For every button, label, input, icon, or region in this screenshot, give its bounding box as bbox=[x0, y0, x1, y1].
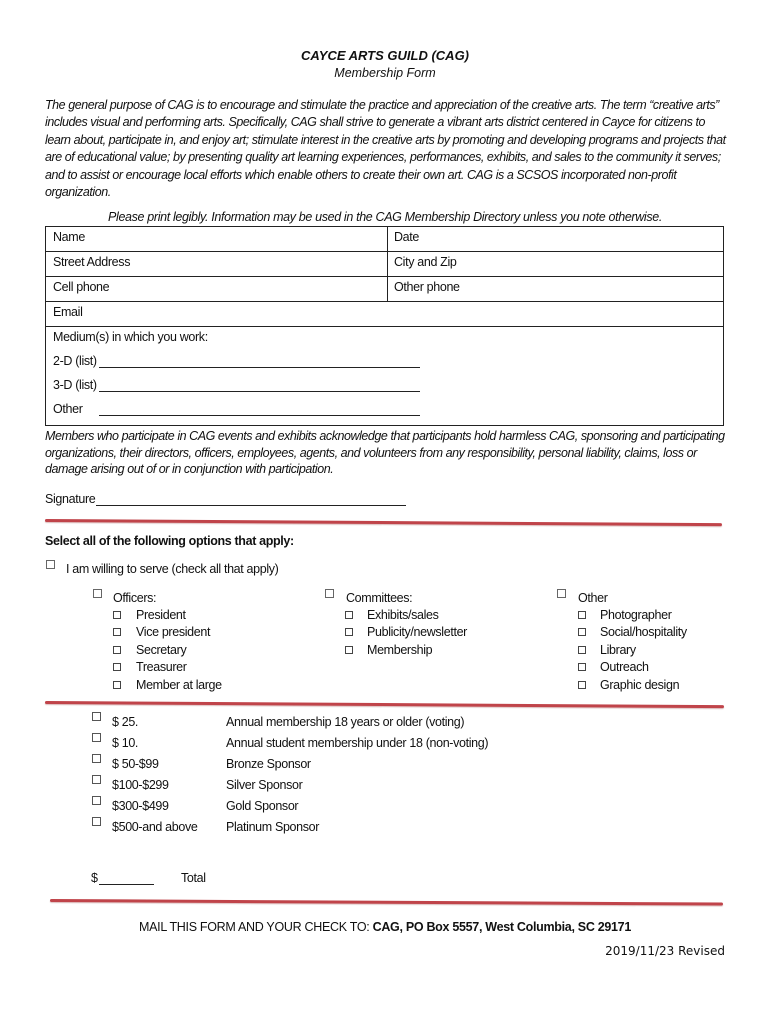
divider-line bbox=[45, 701, 724, 708]
mail-address: CAG, PO Box 5557, West Columbia, SC 29171 bbox=[372, 920, 631, 934]
other-phone-field[interactable]: Other phone bbox=[394, 280, 460, 294]
publicity-newsletter-checkbox[interactable] bbox=[345, 628, 353, 636]
other-medium-label: Other bbox=[53, 402, 83, 416]
mail-instructions bbox=[0, 920, 770, 934]
total-input-line[interactable] bbox=[99, 884, 154, 885]
member-at-large-label: Member at large bbox=[136, 678, 222, 692]
cell-phone-field[interactable]: Cell phone bbox=[53, 280, 110, 294]
other-medium-input-line[interactable] bbox=[99, 415, 420, 416]
outreach-label: Outreach bbox=[600, 660, 649, 674]
silver-checkbox[interactable] bbox=[92, 775, 101, 784]
membership-amount: $100-$299 bbox=[112, 778, 169, 792]
membership-amount: $300-$499 bbox=[112, 799, 169, 813]
treasurer-label: Treasurer bbox=[136, 660, 187, 674]
membership-desc: Silver Sponsor bbox=[226, 778, 303, 792]
photographer-label: Photographer bbox=[600, 608, 672, 622]
president-checkbox[interactable] bbox=[113, 611, 121, 619]
membership-10-checkbox[interactable] bbox=[92, 733, 101, 742]
membership-desc: Bronze Sponsor bbox=[226, 757, 311, 771]
signature-label: Signature bbox=[45, 492, 96, 506]
city-zip-field[interactable]: City and Zip bbox=[394, 255, 457, 269]
library-label: Library bbox=[600, 643, 636, 657]
membership-desc: Platinum Sponsor bbox=[226, 820, 320, 834]
exhibits-sales-checkbox[interactable] bbox=[345, 611, 353, 619]
twod-input-line[interactable] bbox=[99, 367, 420, 368]
print-note: Please print legibly. Information may be used in the CAG Membership Directory unless you note otherwise. bbox=[108, 210, 662, 224]
threed-label: 3-D (list) bbox=[53, 378, 97, 392]
email-field[interactable]: Email bbox=[53, 305, 83, 319]
committees-checkbox[interactable] bbox=[325, 589, 334, 598]
vice-president-label: Vice president bbox=[136, 625, 211, 639]
medium-label: Medium(s) in which you work: bbox=[53, 330, 208, 344]
twod-label: 2-D (list) bbox=[53, 354, 97, 368]
graphic-design-label: Graphic design bbox=[600, 678, 680, 692]
treasurer-checkbox[interactable] bbox=[113, 663, 121, 671]
membership-committee-checkbox[interactable] bbox=[345, 646, 353, 654]
membership-25-checkbox[interactable] bbox=[92, 712, 101, 721]
committees-label: Committees: bbox=[346, 591, 413, 605]
bronze-checkbox[interactable] bbox=[92, 754, 101, 763]
social-hospitality-checkbox[interactable] bbox=[578, 628, 586, 636]
officers-checkbox[interactable] bbox=[93, 589, 102, 598]
purpose-paragraph: The general purpose of CAG is to encourage and stimulate the practice and appreciation of the creative arts. The term “creative arts” includes visual and performing arts. Specifically, CAG shall strive to generate a vibrant arts district centered in Cayce for citizens to learn about, participate in, and enjoy art; stimulate interest in the creative arts by promoting and developing programs and projects that are of educational value; by presenting quality art learning experiences, performances, exhibits, and sales to the community it serves; and to assist or encourage local efforts which enable others to create their own art. CAG is a SCSOS incorporated non-profit organization. bbox=[45, 98, 726, 200]
threed-input-line[interactable] bbox=[99, 391, 420, 392]
membership-desc: Gold Sponsor bbox=[226, 799, 299, 813]
membership-amount: $ 10. bbox=[112, 736, 139, 750]
membership-amount: $ 50-$99 bbox=[112, 757, 159, 771]
willing-checkbox[interactable] bbox=[46, 560, 55, 569]
membership-desc: Annual membership 18 years or older (voting) bbox=[226, 715, 465, 729]
outreach-checkbox[interactable] bbox=[578, 663, 586, 671]
graphic-design-checkbox[interactable] bbox=[578, 681, 586, 689]
membership-amount: $500-and above bbox=[112, 820, 198, 834]
other-role-checkbox[interactable] bbox=[557, 589, 566, 598]
other-role-label: Other bbox=[578, 591, 608, 605]
membership-desc: Annual student membership under 18 (non-voting) bbox=[226, 736, 489, 750]
member-at-large-checkbox[interactable] bbox=[113, 681, 121, 689]
membership-amount: $ 25. bbox=[112, 715, 139, 729]
form-subtitle: Membership Form bbox=[334, 66, 436, 80]
vice-president-checkbox[interactable] bbox=[113, 628, 121, 636]
publicity-newsletter-label: Publicity/newsletter bbox=[367, 625, 467, 639]
library-checkbox[interactable] bbox=[578, 646, 586, 654]
officers-label: Officers: bbox=[113, 591, 157, 605]
secretary-label: Secretary bbox=[136, 643, 187, 657]
options-heading: Select all of the following options that apply: bbox=[45, 534, 294, 548]
platinum-checkbox[interactable] bbox=[92, 817, 101, 826]
signature-line[interactable] bbox=[96, 505, 406, 506]
president-label: President bbox=[136, 608, 186, 622]
waiver-paragraph: Members who participate in CAG events and exhibits acknowledge that participants hold harmless CAG, sponsoring and participating organizations, their directors, officers, employees, agents, and volunteers from any responsibility, personal liability, claims, loss or damage arising out of or in conjunction with participation. bbox=[45, 429, 725, 476]
form-title: CAYCE ARTS GUILD (CAG) bbox=[300, 48, 470, 63]
membership-committee-label: Membership bbox=[367, 643, 433, 657]
total-label: Total bbox=[181, 871, 206, 885]
divider-line bbox=[50, 899, 723, 906]
date-field[interactable]: Date bbox=[394, 230, 420, 244]
revision-date: 2019/11/23 Revised bbox=[605, 944, 725, 958]
total-dollar-sign: $ bbox=[91, 871, 98, 885]
willing-label: I am willing to serve (check all that apply) bbox=[66, 562, 279, 576]
photographer-checkbox[interactable] bbox=[578, 611, 586, 619]
social-hospitality-label: Social/hospitality bbox=[600, 625, 687, 639]
street-address-field[interactable]: Street Address bbox=[53, 255, 131, 269]
exhibits-sales-label: Exhibits/sales bbox=[367, 608, 439, 622]
mail-prefix: MAIL THIS FORM AND YOUR CHECK TO: bbox=[139, 920, 373, 934]
gold-checkbox[interactable] bbox=[92, 796, 101, 805]
name-field[interactable]: Name bbox=[53, 230, 85, 244]
secretary-checkbox[interactable] bbox=[113, 646, 121, 654]
member-info-table bbox=[45, 226, 724, 426]
divider-line bbox=[45, 519, 722, 526]
